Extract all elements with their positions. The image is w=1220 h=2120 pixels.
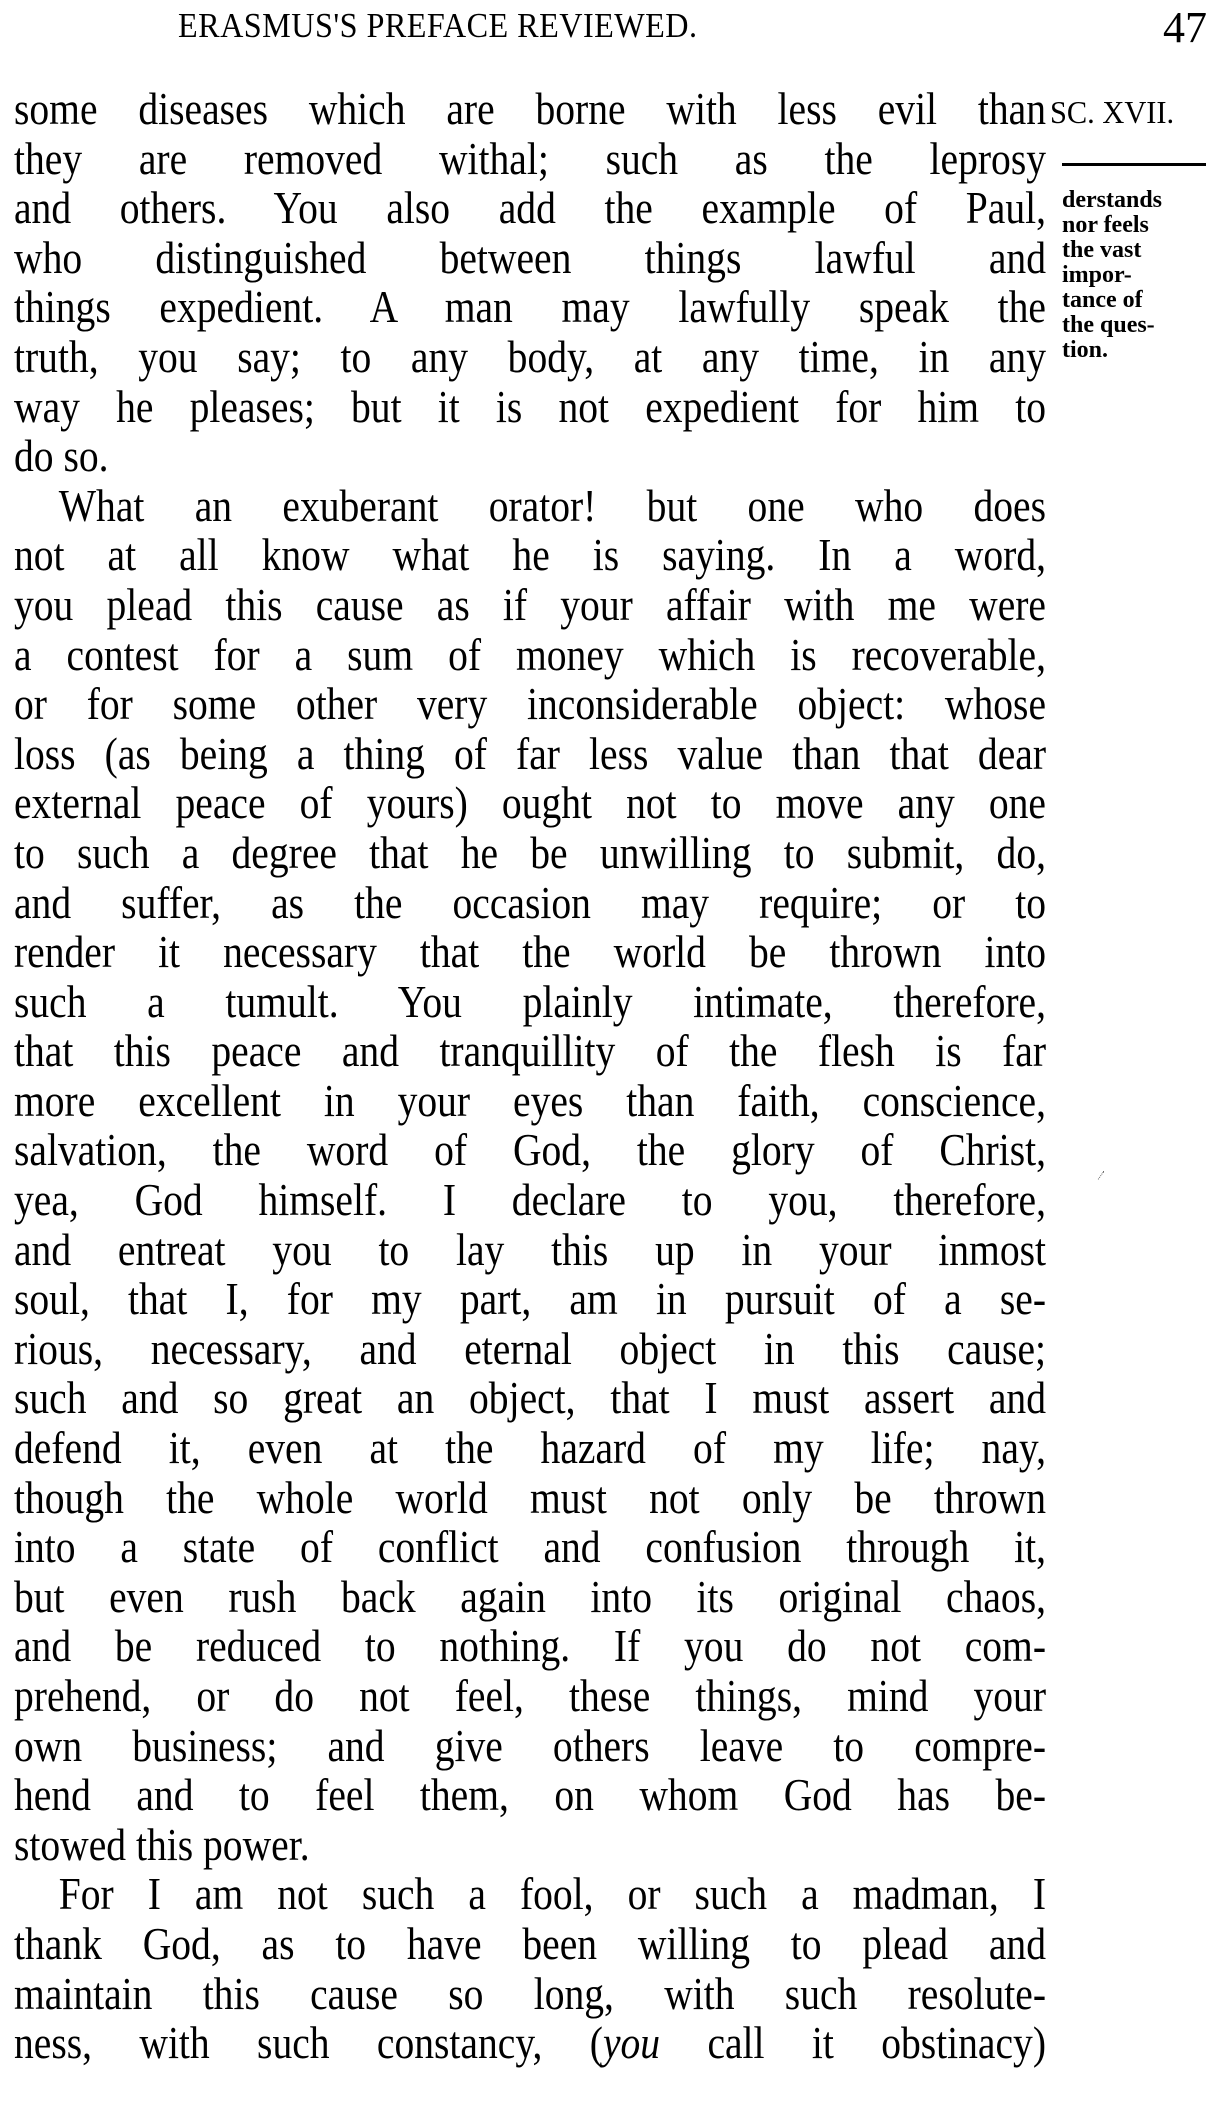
text-line: For I am not such a fool, or such a madman, I [58,1868,1047,1920]
text-line: not at all know what he is saying. In a word, [14,529,1046,581]
text-line: way he pleases; but it is not expedient for him to [14,380,1046,432]
text-line: defend it, even at the hazard of my life; nay, [14,1422,1046,1474]
body-text [14,84,1046,2068]
text-line: though the whole world must not only be thrown [14,1471,1046,1523]
text-line: who distinguished between things lawful and [14,231,1046,283]
text-line: such and so great an object, that I must assert and [14,1372,1046,1424]
text-line: truth, you say; to any body, at any time, in any [14,330,1046,382]
text-line: external peace of yours) ought not to move any one [14,777,1046,829]
text-line: and suffer, as the occasion may require; or to [14,876,1046,928]
text-line: a contest for a sum of money which is recoverable, [14,628,1046,680]
page-number: 47 [1163,3,1207,52]
emphasis-you: you [602,2017,661,2069]
text-line: stowed this power. [14,1818,310,1870]
text-line: soul, that I, for my part, am in pursuit of a se- [14,1273,1046,1325]
text-line: render it necessary that the world be thrown into [14,926,1046,978]
text-line: and be reduced to nothing. If you do not com- [14,1620,1046,1672]
text-line: salvation, the word of God, the glory of Christ, [14,1124,1046,1176]
text-line: hend and to feel them, on whom God has be- [14,1769,1046,1821]
text-line: yea, God himself. I declare to you, therefore, [14,1174,1046,1226]
text-line: loss (as being a thing of far less value than that dear [14,727,1046,779]
text-line: and entreat you to lay this up in your inmost [14,1223,1046,1275]
text-line: and others. You also add the example of Paul, [14,182,1046,234]
sidenote-line: tance of [1062,287,1143,313]
sidenote-line: nor feels [1062,212,1149,238]
sidenote-divider [1062,163,1206,166]
text-line: more excellent in your eyes than faith, conscience, [14,1074,1046,1126]
running-title: ERASMUS'S PREFACE REVIEWED. [178,6,698,45]
text-line: rious, necessary, and eternal object in this cause; [14,1322,1046,1374]
text-line: to such a degree that he be unwilling to submit, do, [14,826,1046,878]
text-line-final: ness, with such constancy, (you call it obstinacy) [14,2017,1047,2069]
text-line: such a tumult. You plainly intimate, therefore, [14,975,1046,1027]
sidenote-line: the ques- [1062,312,1155,338]
text-line: but even rush back again into its original chaos, [14,1570,1046,1622]
sidenote-line: tion. [1062,337,1109,363]
text-line: What an exuberant orator! but one who does [58,479,1047,531]
text-line: into a state of conflict and confusion through it, [14,1521,1046,1573]
text-line: do so. [14,430,109,482]
sidenote-line: the vast [1062,237,1142,263]
sidenote-gloss [1062,188,1212,363]
scan-speck [1098,1171,1109,1183]
text-line: or for some other very inconsiderable object: whose [14,678,1046,730]
text-line: maintain this cause so long, with such resolute- [14,1967,1046,2019]
text-line: they are removed withal; such as the leprosy [14,132,1046,184]
text-line: thank God, as to have been willing to plead and [14,1917,1046,1969]
sidenote-line: impor- [1062,262,1132,288]
text-line: some diseases which are borne with less evil than [14,83,1046,134]
text-line: own business; and give others leave to compre- [14,1719,1046,1771]
text-line: you plead this cause as if your affair with me were [14,578,1046,630]
text-line: prehend, or do not feel, these things, mind your [14,1670,1046,1721]
sidenote-line: derstands [1062,187,1163,213]
text-line: things expedient. A man may lawfully speak the [14,281,1046,333]
sidenote-section: SC. XVII. [1050,94,1175,130]
text-line: that this peace and tranquillity of the flesh is far [14,1025,1046,1077]
